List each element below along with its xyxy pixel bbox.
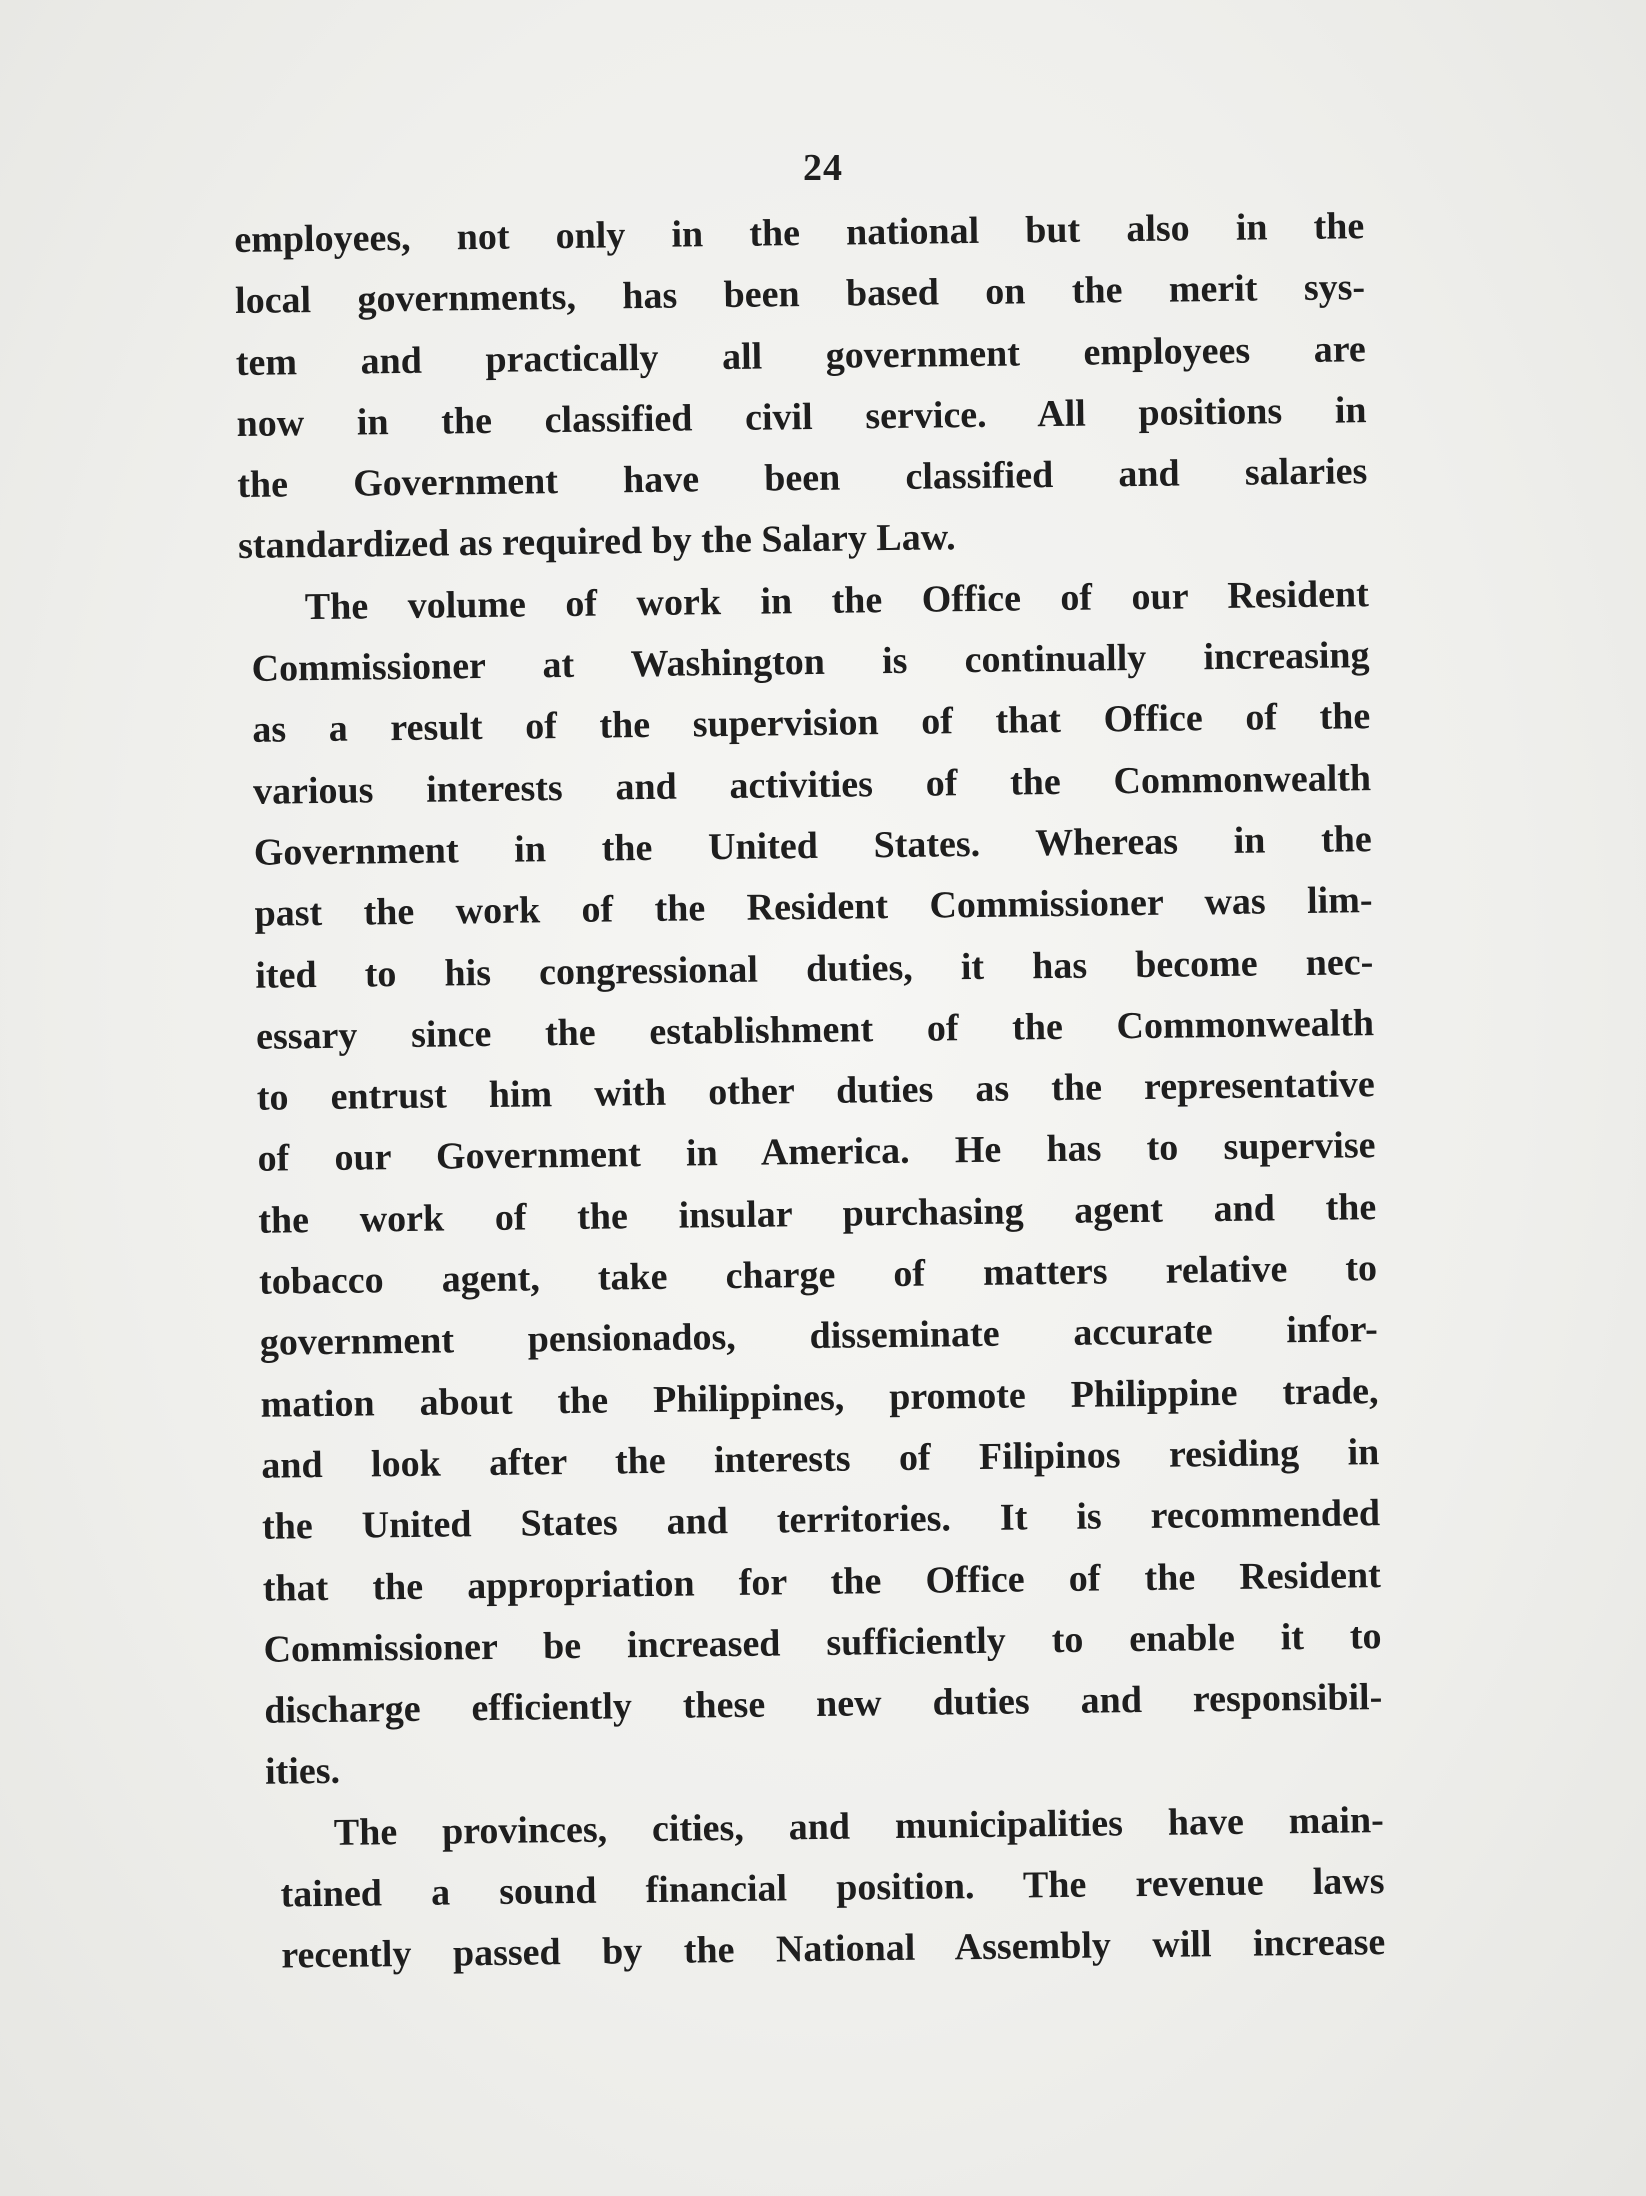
text-line: that the appropriation for the Office of the Resident <box>262 1553 1382 1610</box>
text-line: tained a sound financial position. The revenue laws <box>280 1860 1385 1916</box>
text-line: local governments, has been based on the merit sys- <box>234 266 1366 323</box>
text-line: the United States and territories. It is recommended <box>261 1492 1381 1548</box>
text-line: to entrust him with other duties as the representative <box>256 1063 1376 1119</box>
text-line: employees, not only in the national but also in the <box>234 205 1365 261</box>
text-line: ities. <box>264 1750 341 1794</box>
text-line: and look after the interests of Filipinos residing in <box>261 1431 1380 1487</box>
text-line: as a result of the supervision of that Office of the <box>252 695 1371 752</box>
text-line: Commissioner be increased sufficiently to enable it to <box>263 1614 1382 1671</box>
text-line: mation about the Philippines, promote Philippine trade, <box>260 1369 1379 1426</box>
paragraph-merit-system <box>234 196 1368 578</box>
text-line: tobacco agent, take charge of matters relative to <box>258 1247 1378 1303</box>
text-line: The volume of work in the Office of our Resident <box>304 572 1370 628</box>
page-number: 24 <box>803 147 843 189</box>
text-line: various interests and activities of the Commonwealth <box>252 756 1372 813</box>
text-line: the work of the insular purchasing agent and the <box>258 1185 1377 1242</box>
text-line: The provinces, cities, and municipalities have main- <box>333 1798 1385 1854</box>
text-line: Commissioner at Washington is continually increasing <box>251 634 1370 690</box>
text-line: government pensionados, disseminate accurate infor- <box>259 1308 1379 1365</box>
paragraph-local-finances <box>253 1790 1385 1988</box>
paragraph-resident-commissioner <box>238 564 1383 1804</box>
text-line: standardized as required by the Salary Law. <box>237 516 956 568</box>
text-line: tem and practically all government employees are <box>235 327 1367 384</box>
text-line: Government in the United States. Whereas in the <box>253 818 1373 874</box>
text-line: now in the classified civil service. All positions in <box>236 389 1367 445</box>
text-line: ited to his congressional duties, it has become nec- <box>255 940 1374 997</box>
text-line: of our Government in America. He has to supervise <box>257 1124 1376 1181</box>
text-line: essary since the establishment of the Commonwealth <box>255 1001 1375 1058</box>
text-line: discharge efficiently these new duties and responsibil- <box>264 1676 1383 1732</box>
body-text <box>234 196 1386 1987</box>
text-line: the Government have been classified and salaries <box>237 450 1368 507</box>
text-line: recently passed by the National Assembly will increase <box>281 1921 1386 1977</box>
text-line: past the work of the Resident Commissioner was lim- <box>254 879 1373 936</box>
